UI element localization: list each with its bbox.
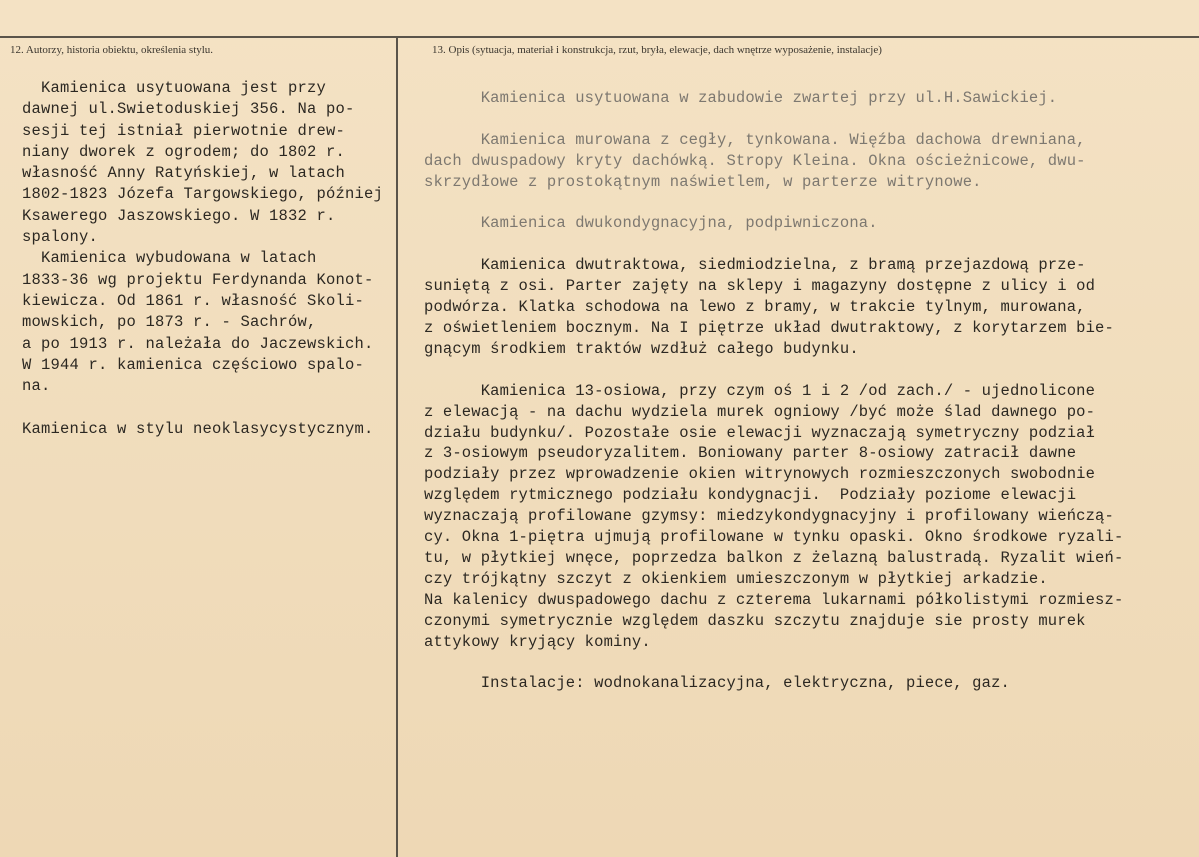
section-13-header: 13. Opis (sytuacja, materiał i konstrukcja, rzut, bryła, elewacje, dach wnętrze wyposażenie, instalacje) — [432, 44, 882, 56]
history-paragraph-2: Kamienica wybudowana w latach 1833-36 wg projektu Ferdynanda Konot- kiewicza. Od 1861 r. własność Skoli- mowskich, po 1873 r. - Sachrów, a po 1913 r. należała do Jaczewskich. W 1944 r. kamienica częściowo spalo- na. — [22, 249, 374, 396]
description-column — [424, 88, 1164, 694]
history-column — [22, 78, 392, 440]
section-12-header: 12. Autorzy, historia obiektu, określenia stylu. — [10, 44, 214, 56]
storeys-paragraph: Kamienica dwukondygnacyjna, podpiwniczona. — [424, 214, 878, 233]
installations-paragraph: Instalacje: wodnokanalizacyjna, elektryczna, piece, gaz. — [424, 674, 1010, 693]
history-paragraph-1: Kamienica usytuowana jest przy dawnej ul.Swietoduskiej 356. Na po- sesji tej istniał pierwotnie drew- niany dworek z ogrodem; do 1802 r. własność Anny Ratyńskiej, w latach 1802-1823 Józefa Targowskiego, później Ksawerego Jaszowskiego. W 1832 r. spalony. — [22, 79, 384, 247]
facade-paragraph: Kamienica 13-osiowa, przy czym oś 1 i 2 /od zach./ - ujednolicone z elewacją - na dachu wydziela murek ogniowy /być może ślad dawnego po- działu budynku/. Pozostałe osie elewacji wyznaczają symetryczny podział z 3-osiowym pseudoryzalitem. Boniowany parter 8-osiowy zatracił dawne podziały przez wprowadzenie okien witrynowych rozmieszczonych swobodnie względem rytmicznego podziału kondygnacji. Podziały poziome elewacji wyznaczają profilowane gzymsy: miedzykondygnacyjny i profilowany wieńczą- cy. Okna 1-piętra ujmują profilowane w tynku opaski. Okno środkowe ryzali- tu, w płytkiej wnęce, poprzedza balkon z żelazną balustradą. Ryzalit wień- czy trójkątny szczyt z okienkiem umieszczonym w płytkiej arkadzie. Na kalenicy dwuspadowego dachu z czterema lukarnami półkolistymi rozmiesz- czonymi symetrycznie względem daszku szczytu znajduje sie prosty murek attykowy kryjący kominy. — [424, 381, 1124, 651]
style-paragraph: Kamienica w stylu neoklasycystycznym. — [22, 419, 374, 438]
material-paragraph: Kamienica murowana z cegły, tynkowana. Więźba dachowa drewniana, dach dwuspadowy kryty dachówką. Stropy Kleina. Okna ościeżnicowe, dwu- skrzydłowe z prostokątnym naświetlem, w parterze witrynowe. — [424, 130, 1086, 191]
column-divider-line — [396, 36, 398, 857]
layout-paragraph: Kamienica dwutraktowa, siedmiodzielna, z bramą przejazdową prze- suniętą z osi. Parter zajęty na sklepy i magazyny dostępne z ulicy i od podwórza. Klatka schodowa na lewo z bramy, w trakcie tylnym, murowana, z oświetleniem bocznym. Na I piętrze układ dwutraktowy, z korytarzem bie- gnącym środkiem traktów wzdłuż całego budynku. — [424, 256, 1114, 358]
location-paragraph: Kamienica usytuowana w zabudowie zwartej przy ul.H.Sawickiej. — [424, 89, 1058, 107]
top-divider-line — [0, 36, 1199, 38]
